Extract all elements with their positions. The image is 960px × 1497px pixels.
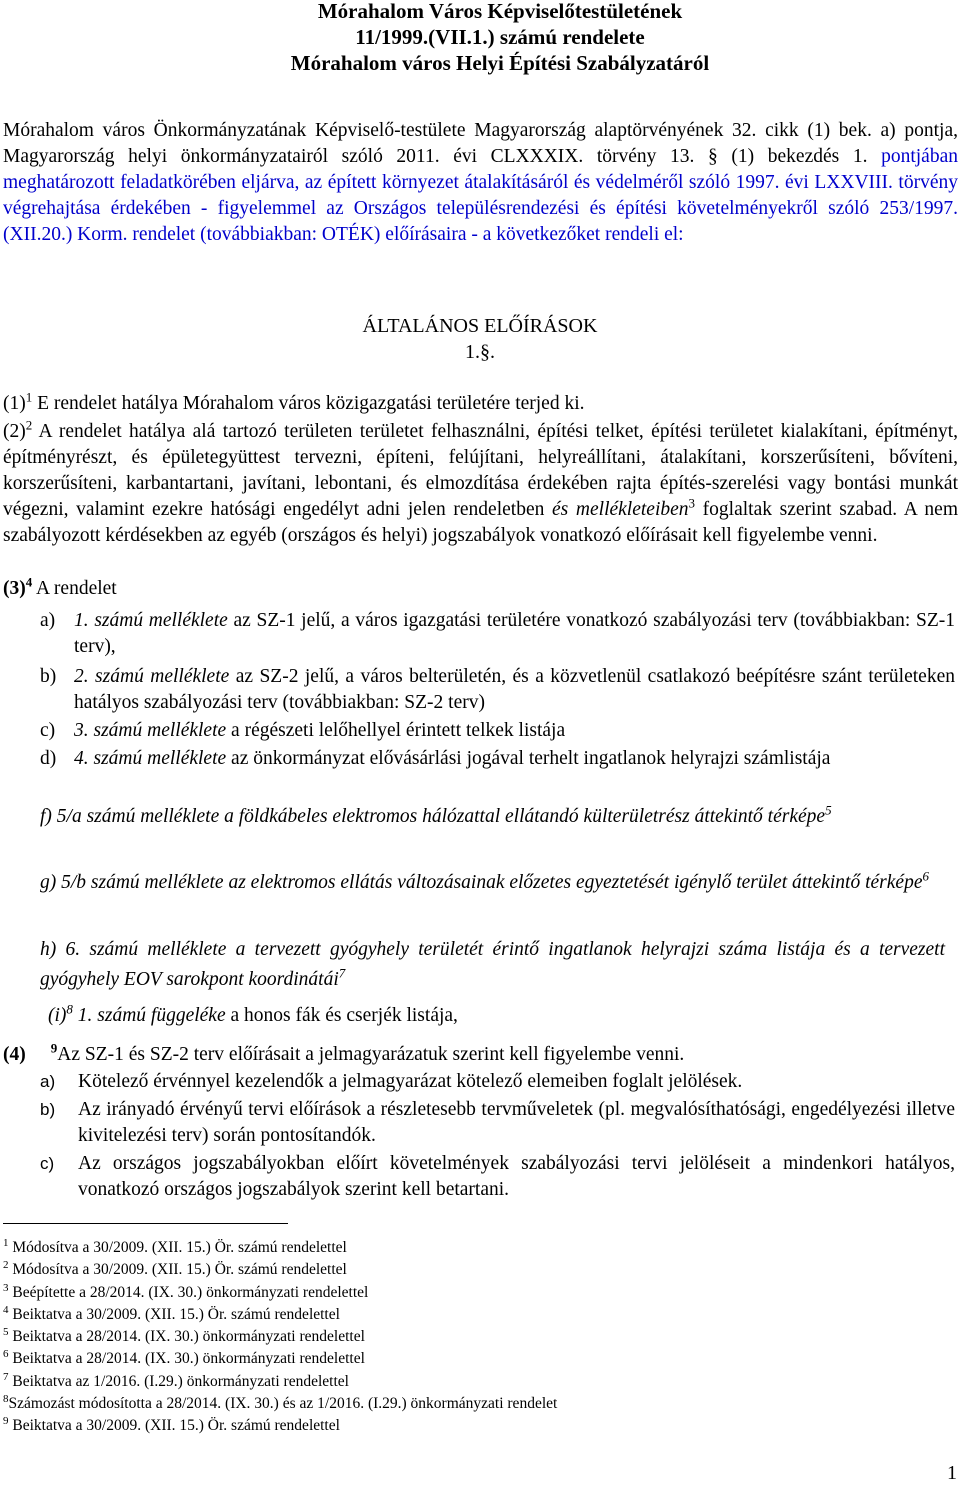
paragraph-4-text: Az SZ-1 és SZ-2 terv előírásait a jelmagyarázatuk szerint kell figyelembe venni.	[57, 1044, 685, 1065]
item-c-label: c)	[40, 720, 56, 741]
item-h-footnote-ref: 7	[338, 965, 346, 981]
item-b-label: b)	[40, 666, 57, 687]
paragraph-4-footnote-ref: 9	[50, 1040, 58, 1056]
footnote-2-number: 2	[3, 1259, 9, 1272]
footnote-8-text: Számozást módosította a 28/2014. (IX. 30.) és az 1/2016. (I.29.) önkormányzati rendelet	[8, 1395, 558, 1413]
paragraph-4-item-b	[40, 1097, 955, 1149]
item-c-text: a régészeti lelőhellyel érintett telkek listája	[226, 720, 566, 741]
item-a-italic: 1. számú melléklete	[74, 610, 228, 631]
footnote-5	[3, 1326, 903, 1348]
paragraph-2-italic: és mellékleteiben	[552, 499, 689, 521]
footnote-3-number: 3	[3, 1281, 9, 1294]
preamble-text-1: Mórahalom város Önkormányzatának Képviselő-testülete Magyarország alaptörvényének 32. cikk (1) bek. a) pontja, Magyarország helyi önkormányzatairól szóló 2011. évi CLXXXIX. törvény 13. § (1) bekezdés 1.	[3, 120, 958, 167]
paragraph-3-label: (3)	[3, 578, 26, 599]
item-d-text: az önkormányzat elővásárlási jogával terhelt ingatlanok helyrajzi számlistája	[226, 748, 831, 769]
paragraph-3-item-g	[40, 868, 945, 898]
paragraph-2	[3, 419, 958, 549]
footnotes	[3, 1237, 903, 1438]
preamble-part-1	[3, 118, 958, 248]
paragraph-3-footnote-ref: 4	[25, 574, 33, 590]
p4-item-a-label: a)	[40, 1072, 56, 1091]
paragraph-4-label: (4)	[3, 1044, 26, 1065]
footnote-8	[3, 1393, 903, 1415]
paragraph-3	[3, 576, 958, 602]
paragraph-3-item-a	[40, 608, 955, 660]
footnote-separator	[3, 1223, 288, 1224]
section-number: 1.§.	[465, 341, 495, 363]
paragraph-3-item-d	[40, 746, 955, 772]
item-f-footnote-ref: 5	[825, 802, 832, 818]
footnote-6	[3, 1348, 903, 1370]
paragraph-2-footnote-ref: 2	[25, 417, 33, 433]
paragraph-4-item-a	[40, 1069, 955, 1095]
footnote-5-number: 5	[3, 1326, 9, 1339]
page-number: 1	[947, 1462, 957, 1484]
item-i-italic: 1. számú függeléke	[72, 1005, 226, 1026]
paragraph-2-footnote-ref-2: 3	[688, 495, 696, 511]
item-b-italic: 2. számú melléklete	[74, 666, 230, 687]
paragraph-3-text: A rendelet	[32, 578, 117, 599]
paragraph-2-text-b: foglaltak szerint szabad. A nem szabályozott kérdésekben az egyéb (országos és helyi) jogszabályok vonatkozó előírásait kell figyelembe venni.	[3, 499, 958, 547]
item-i-text: a honos fák és cserjék listája,	[225, 1005, 458, 1026]
item-d-label: d)	[40, 748, 57, 769]
footnote-3-text: Beépítette a 28/2014. (IX. 30.) önkormányzati rendelettel	[8, 1283, 369, 1301]
paragraph-1	[3, 391, 958, 417]
paragraph-1-label: (1)	[3, 393, 26, 414]
paragraph-4-item-c	[40, 1151, 955, 1203]
item-d-italic: 4. számú melléklete	[74, 748, 227, 769]
paragraph-2-text-a: A rendelet hatálya alá tartozó területen területet felhasználni, építési telket, építési területet kialakítani, építményt, építményrészt, és épületegyüttest tervezni, építeni, felújítani, helyreállítani, átalakítani, korszerűsíteni, bővíteni, korszerűsíteni, karbantartani, javítani, lebontani, és elmozdítása érdekében rajta építés-szerelési vagy bontási munkát végezni, valamint ezekre hatósági engedélyt adni jelen rendeletben	[3, 421, 958, 521]
paragraph-3-item-h	[40, 935, 945, 995]
footnote-1-text: Módosítva a 30/2009. (XII. 15.) Ör. számú rendelettel	[8, 1239, 347, 1256]
p4-item-a-text: Kötelező érvénnyel kezelendők a jelmagyarázat kötelező elemeiben foglalt jelölések.	[78, 1071, 743, 1092]
footnote-8-number: 8	[3, 1392, 9, 1405]
footnote-7-text: Beiktatva az 1/2016. (I.29.) önkormányzati rendelettel	[8, 1372, 349, 1390]
item-a-text: az SZ-1 jelű, a város igazgatási területére vonatkozó szabályozási terv (továbbiakban: SZ-1 terv),	[74, 610, 955, 657]
footnote-1-number: 1	[3, 1236, 9, 1249]
item-f-text: f) 5/a számú melléklete a földkábeles elektromos hálózattal ellátandó külterületrész áttekintő térképe	[40, 806, 826, 827]
item-c-italic: 3. számú melléklete	[74, 720, 227, 741]
footnote-2	[3, 1259, 903, 1281]
p4-item-c-label: c)	[40, 1154, 55, 1173]
header-line-3: Mórahalom város Helyi Építési Szabályzatáról	[290, 51, 710, 75]
paragraph-4	[3, 1042, 958, 1068]
footnote-7	[3, 1371, 903, 1393]
paragraph-3-item-f	[40, 802, 910, 832]
header-line-2: 11/1999.(VII.1.) számú rendelete	[355, 25, 645, 49]
item-i-label: (i)	[48, 1005, 67, 1026]
footnote-9-number: 9	[3, 1415, 9, 1428]
paragraph-2-label: (2)	[3, 421, 26, 442]
header-line-1: Mórahalom Város Képviselőtestületének	[317, 0, 683, 23]
p4-item-b-text: Az irányadó érvényű tervi előírások a részletesebb tervműveletek (pl. megvalósíthatósági, engedélyezési illetve kivitelezési terv) során pontosítandók.	[78, 1099, 955, 1146]
footnote-1	[3, 1237, 903, 1259]
item-i-footnote-ref: 8	[66, 1001, 73, 1017]
footnote-4	[3, 1304, 903, 1326]
paragraph-1-text: E rendelet hatálya Mórahalom város közigazgatási területére terjed ki.	[32, 393, 585, 414]
item-g-footnote-ref: 6	[922, 868, 929, 884]
paragraph-3-item-b	[40, 664, 955, 716]
footnote-5-text: Beiktatva a 28/2014. (IX. 30.) önkormányzati rendelettel	[8, 1328, 365, 1346]
item-h-text: h) 6. számú melléklete a tervezett gyógyhely területét érintő ingatlanok helyrajzi száma listája és a tervezett gyógyhely EOV sarokpont koordinátái	[40, 939, 945, 990]
paragraph-3-item-c	[40, 718, 955, 744]
preamble-text-2: pontjában meghatározott feladatkörében eljárva, az épített környezet átalakításáról és védelméről szóló 1997. évi LXXVIII. törvény végrehajtása érdekében - figyelemmel az Országos településrendezési és építési követelményekről szóló 253/1997. (XII.20.) Korm. rendelet (továbbiakban: OTÉK) előírásaira - a következőket rendeli el:	[3, 146, 958, 245]
paragraph-3-item-i	[48, 1003, 960, 1029]
paragraph-1-footnote-ref: 1	[25, 389, 33, 405]
footnote-6-number: 6	[3, 1348, 9, 1361]
item-b-text: az SZ-2 jelű, a város belterületén, és a közvetlenül csatlakozó beépítésre szánt területeken hatályos szabályozási terv (továbbiakban: SZ-2 terv)	[74, 666, 955, 713]
item-a-label: a)	[40, 610, 56, 631]
p4-item-c-text: Az országos jogszabályokban előírt követelmények szabályozási tervi jelöléseit a mindenkori hatályos, vonatkozó országos jogszabályok szerint kell betartani.	[78, 1153, 955, 1200]
footnote-3	[3, 1282, 903, 1304]
footnote-6-text: Beiktatva a 28/2014. (IX. 30.) önkormányzati rendelettel	[8, 1350, 365, 1368]
item-g-text: g) 5/b számú melléklete az elektromos ellátás változásainak előzetes egyeztetését igénylő terület áttekintő térképe	[40, 872, 923, 893]
footnote-9-text: Beiktatva a 30/2009. (XII. 15.) Ör. számú rendelettel	[8, 1417, 340, 1435]
section-title: ÁLTALÁNOS ELŐÍRÁSOK	[362, 315, 598, 337]
footnote-4-text: Beiktatva a 30/2009. (XII. 15.) Ör. számú rendelettel	[8, 1305, 340, 1323]
footnote-2-text: Módosítva a 30/2009. (XII. 15.) Ör. számú rendelettel	[8, 1261, 347, 1279]
footnote-9	[3, 1415, 903, 1437]
footnote-7-number: 7	[3, 1370, 9, 1383]
footnote-4-number: 4	[3, 1303, 9, 1316]
p4-item-b-label: b)	[40, 1100, 56, 1119]
